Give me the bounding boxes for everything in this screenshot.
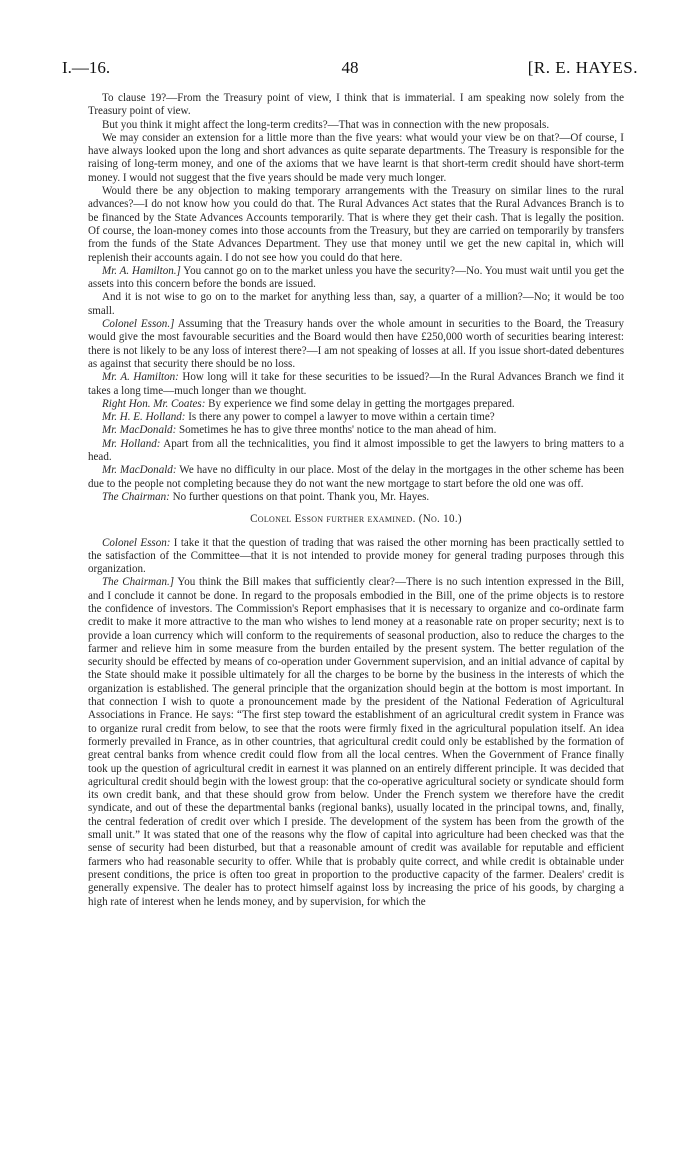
speaker-name: Mr. H. E. Holland: bbox=[102, 411, 186, 424]
paragraph-text: Is there any power to compel a lawyer to move within a certain time? bbox=[185, 411, 495, 424]
speaker-name: Mr. A. Hamilton: bbox=[102, 371, 179, 384]
witness-name: [R. E. HAYES. bbox=[527, 58, 638, 77]
paper-number: I.—16. bbox=[62, 58, 111, 77]
paragraph-text: We may consider an extension for a little more than the five years: what would your view be on that?—Of course, I have always looked upon the long and short advances as quite separate departments. The Treasury is responsible for the raising of long-term money, and one of the axioms that we have learnt is that short-term credit should have short-term money. I would not suggest that the five years should be made very much longer. bbox=[88, 131, 624, 184]
paragraph-text: To clause 19?—From the Treasury point of view, I think that is immaterial. I am speaking now solely from the Treasury point of view. bbox=[88, 92, 624, 118]
speaker-name: The Chairman.] bbox=[102, 576, 175, 589]
paragraph-text: We have no difficulty in our place. Most of the delay in the mortgages in the other scheme has been due to the people not completing because they do not want the new mortgage to start before the old one was off. bbox=[88, 464, 624, 490]
paragraph-text: Would there be any objection to making temporary arrangements with the Treasury on similar lines to the rural advances?—I do not know how you could do that. The Rural Advances Act states that the Rural Advances Branch is to be financed by the State Advances Accounts temporarily. That is where they get their cash. That is legally the position. Of course, the loan-money comes into those accounts from the Treasury, but they are carried on temporarily by transfers from the funds of the State Advances Department. They use that money until we get the new capital in, which will replenish their accounts again. I do not see how you could do that here. bbox=[88, 185, 624, 264]
speaker-name: The Chairman: bbox=[102, 490, 170, 503]
page-header bbox=[62, 58, 638, 80]
paragraph bbox=[88, 92, 624, 119]
paragraph-text: You cannot go on to the market unless you have the security?—No. You must wait until you get the assets into this concern before the bonds are issued. bbox=[88, 264, 624, 291]
paragraph bbox=[88, 537, 624, 577]
paragraph-text: Apart from all the technicalities, you find it almost impossible to get the lawyers to bring matters to a head. bbox=[88, 437, 624, 464]
paragraph bbox=[88, 398, 624, 411]
paragraph-text: You think the Bill makes that sufficiently clear?—There is no such intention expressed in the Bill, and I conclude it cannot be done. In regard to the proposals embodied in the Bill, one of the prime objects is to restore the confidence of investors. The Commission's Report emphasises that it is necessary to organize and co-ordinate farm credit to make it more attractive to the man who wishes to lend money at a reasonable rate on proper security; next is to provide a loan currency which will conform to the requirements of seasonal production, also to reduce the charges to the farmer and relieve him in some measure from the burden entailed by the present system. The better regulation of the security should be effected by means of co-operation under Government supervision, and an initial advance of capital by the State should make it possible ultimately for all the charges to be borne by the business in the interests of which the organization is established. The general principle that the organization should begin at the bottom is most important. In that connection I wish to quote a pronouncement made by the president of the National Federation of Agricultural Associations in France. He says: “The first step toward the establishment of an agricultural credit system in France was to organize rural credit from below, to see that the roots were firmly fixed in the agricultural population itself. An idea formerly prevailed in France, as in other countries, that agricultural credit could only be established by the formation of great central banks from whence credit could flow from all the local centres. When the Government of France finally took up the question of agricultural credit in earnest it was planned on an entirely different principle. It was decided that agricultural credit should begin with the lowest group: that the co-operative agricultural society or syndicate should form its own credit bank, and that these should grow from below. Under the French system we therefore have the credit syndicate, and out of these the departmental banks (regional banks), usually located in the principal towns, and, finally, the central federation of credit over which I preside. The development of the system has been from the growth of the small unit.” It was stated that one of the reasons why the flow of capital into agriculture had been checked was that the sense of security had been disturbed, but that a reasonable amount of credit was available for reputable and efficient farmers who had reasonable security to offer. While that is probably quite correct, and while credit is obtainable under present conditions, the price is often too great in proportion to the productive capacity of the farmer. Dealers' credit is generally expensive. The dealer has to protect himself against loss by increasing the price of his goods, by charging a high rate of interest when he lends money, and by supervision, for which the bbox=[88, 576, 624, 908]
paragraph bbox=[88, 576, 624, 908]
paragraph-text: And it is not wise to go on to the market for anything less than, say, a quarter of a million?—No; it would be too small. bbox=[88, 291, 624, 317]
paragraph-text: Assuming that the Treasury hands over the whole amount in securities to the Board, the Treasury would give the most favourable securities and the Board would then have £250,000 worth of securities bearing interest: there is not likely to be any loss of interest there?—I am not speaking of losses at all. If you issue short-dated debentures as against that security there should be no loss. bbox=[88, 318, 625, 370]
page-number: 48 bbox=[341, 58, 359, 77]
paragraph-text: I take it that the question of trading that was raised the other morning has been practically settled to the satisfaction of the Committee—that it is not intended to provide money for general trading purposes through this organization. bbox=[88, 536, 624, 576]
paragraph bbox=[88, 438, 624, 465]
paragraph bbox=[88, 265, 624, 292]
paragraph bbox=[88, 119, 624, 132]
speaker-name: Mr. MacDonald: bbox=[102, 464, 177, 477]
page-body bbox=[88, 92, 624, 909]
speaker-name: Colonel Esson.] bbox=[102, 318, 175, 331]
speaker-name: Mr. MacDonald: bbox=[102, 424, 177, 437]
paragraph-text: But you think it might affect the long-term credits?—That was in connection with the new proposals. bbox=[102, 118, 550, 131]
paragraph bbox=[88, 491, 624, 504]
paragraph-text: How long will it take for these securities to be issued?—In the Rural Advances Branch we find it takes a long time—much longer than we thought. bbox=[88, 371, 624, 397]
paragraph bbox=[88, 464, 624, 491]
speaker-name: Right Hon. Mr. Coates: bbox=[102, 397, 206, 410]
evidence-block-esson bbox=[88, 537, 624, 909]
evidence-block-hayes bbox=[88, 92, 624, 504]
paragraph bbox=[88, 318, 624, 371]
paragraph bbox=[88, 424, 624, 437]
paragraph bbox=[88, 291, 624, 318]
paragraph-text: No further questions on that point. Thank you, Mr. Hayes. bbox=[169, 490, 430, 503]
paragraph bbox=[88, 185, 624, 265]
speaker-name: Colonel Esson: bbox=[102, 536, 171, 549]
paragraph bbox=[88, 371, 624, 398]
paragraph bbox=[88, 132, 624, 185]
speaker-name: Mr. Holland: bbox=[102, 437, 161, 450]
section-heading: Colonel Esson further examined. (No. 10.) bbox=[250, 513, 462, 526]
paragraph bbox=[88, 411, 624, 424]
speaker-name: Mr. A. Hamilton.] bbox=[102, 264, 181, 277]
paragraph-text: Sometimes he has to give three months' notice to the man ahead of him. bbox=[176, 424, 497, 437]
paragraph-text: By experience we find some delay in getting the mortgages prepared. bbox=[205, 397, 515, 410]
